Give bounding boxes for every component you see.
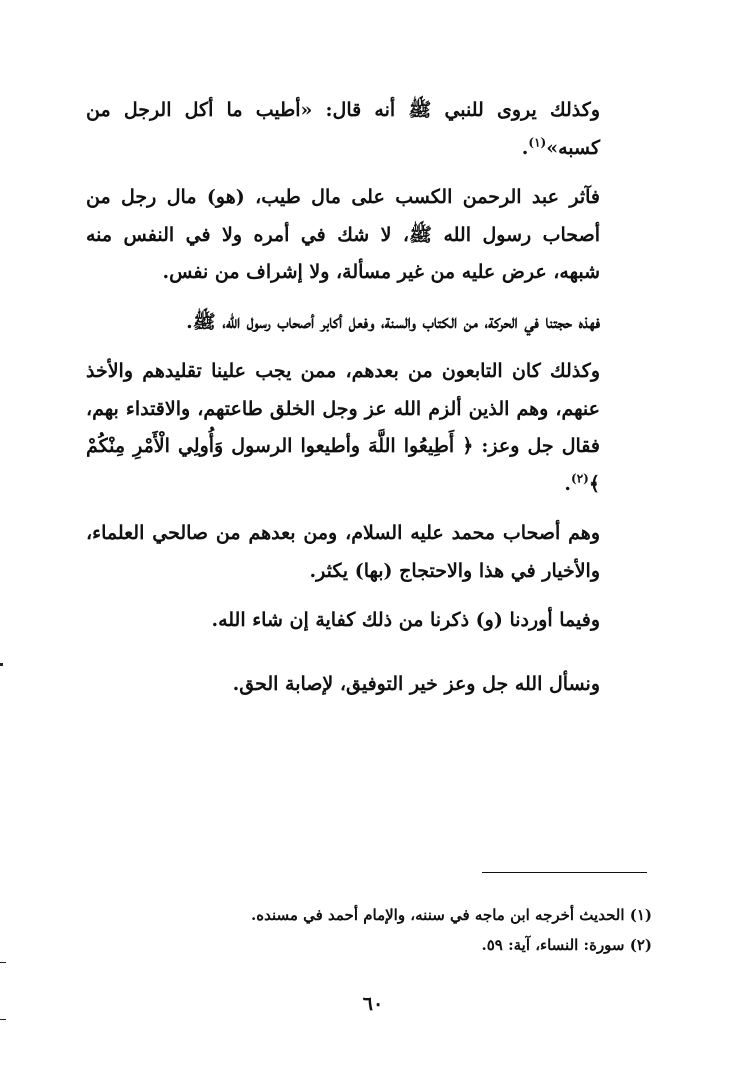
- page-number: ٦٠: [362, 993, 384, 1015]
- paragraph-4: وكذلك كان التابعون من بعدهم، ممن يجب علينا تقليدهم والأخذ عنهم، وهم الذين ألزم الله عز وجل الخلق طاعتهم، والاقتداء بهم، فقال جل وعز: ﴿ أَطِيعُوا اللَّهَ وأطيعوا الرسول وَأُولِي الْأَمْرِ مِنْكُمْ ﴾$^{(٢)}$.: [86, 360, 600, 495]
- footnote-1: (١) الحديث أخرجه ابن ماجه في سننه، والإمام أحمد في مسنده.: [251, 906, 652, 924]
- footnotes: [86, 900, 652, 960]
- scan-mark-left-3: [0, 1019, 6, 1020]
- scan-mark-left-1: [0, 663, 3, 666]
- paragraph-1: وكذلك يروى للنبي ﷺ أنه قال: «أطيب ما أكل الرجل من كسبه»$^{(١)}$.: [86, 99, 600, 159]
- paragraph-2: فآثر عبد الرحمن الكسب على مال طيب، (هو) مال رجل من أصحاب رسول الله ﷺ، لا شك في أمره ولا في النفس منه شبهه، عرض عليه من غير مسألة، ولا إشراف من نفس.: [86, 186, 600, 283]
- footnote-divider: [482, 872, 647, 873]
- scan-mark-left-2: [0, 962, 6, 963]
- paragraph-5: وهم أصحاب محمد عليه السلام، ومن بعدهم من صالحي العلماء، والأخيار في هذا والاحتجاج (بها) يكثر.: [86, 522, 600, 582]
- paragraph-7: ونسأل الله جل وعز خير التوفيق، لإصابة الحق.: [232, 672, 600, 695]
- footnote-2: (٢) سورة: النساء، آية: ٥٩.: [481, 936, 652, 954]
- footnote-marker-2: (٢): [571, 471, 589, 486]
- footnote-marker-1: (١): [528, 135, 547, 150]
- paragraph-3: فهذه حجتنا في الحركة، من الكتاب والسنة، وفعل أكابر أصحاب رسول الله، ﷺ.: [186, 310, 600, 333]
- main-text: [86, 92, 652, 715]
- paragraph-6: وفيما أوردنا (و) ذكرنا من ذلك كفاية إن شاء الله.: [211, 609, 600, 631]
